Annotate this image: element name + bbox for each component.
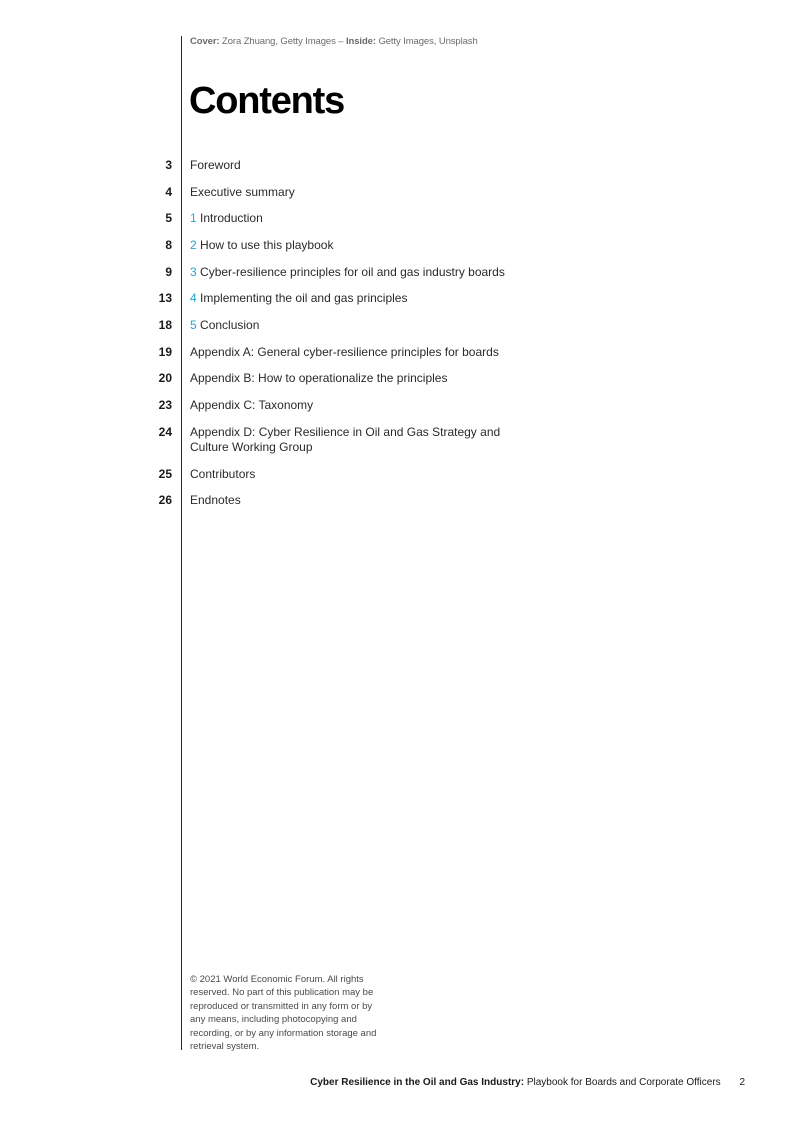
footer-title-rest: Playbook for Boards and Corporate Officers: [526, 1077, 721, 1088]
toc-page-number: 26: [158, 493, 172, 507]
footer-page-number: 2: [739, 1077, 745, 1088]
cover-credit-text: Zora Zhuang, Getty Images –: [222, 36, 344, 47]
toc-page-number: 24: [158, 425, 172, 439]
toc-page-number: 3: [165, 158, 172, 172]
toc-page-number: 5: [165, 211, 172, 225]
toc-entry-text: [190, 493, 520, 508]
toc-entry-text: [190, 467, 520, 482]
toc-entry-label: Endnotes: [190, 493, 241, 507]
toc-entry-label: Appendix B: How to operationalize the principles: [190, 371, 448, 385]
toc-page-number: 8: [165, 238, 172, 252]
page-title: Contents: [189, 80, 345, 122]
toc-entry-label: Implementing the oil and gas principles: [200, 291, 408, 305]
toc-entry-text: [190, 291, 520, 306]
toc-entry-text: [190, 238, 520, 253]
toc-page-number: 13: [158, 291, 172, 305]
toc-page-number: 18: [158, 318, 172, 332]
toc-entry-text: [190, 398, 520, 413]
copyright-notice: © 2021 World Economic Forum. All rights reserved. No part of this publication may be reproduced or transmitted in any form or by any means, including photocopying and recording, or by any information storage and retrieval system.: [190, 974, 377, 1053]
toc-entry-text: [190, 425, 520, 455]
toc-section-number: 1: [190, 211, 197, 225]
page-footer: [310, 1077, 745, 1088]
toc-page-number: 25: [158, 467, 172, 481]
footer-title-bold: Cyber Resilience in the Oil and Gas Industry:: [310, 1077, 525, 1088]
toc-entry-label: Introduction: [200, 211, 263, 225]
toc-entry-text: [190, 211, 520, 226]
toc-page-number: 23: [158, 398, 172, 412]
vertical-rule: [181, 36, 182, 1050]
toc-section-number: 5: [190, 318, 197, 332]
toc-entry-label: Conclusion: [200, 318, 260, 332]
toc-entry-label: Appendix D: Cyber Resilience in Oil and Gas Strategy and Culture Working Group: [190, 425, 501, 454]
toc-section-number: 2: [190, 238, 197, 252]
toc-entry-text: [190, 158, 520, 173]
toc-entry-text: [190, 185, 520, 200]
toc-entry-label: Appendix C: Taxonomy: [190, 398, 314, 412]
toc-page-number: 19: [158, 345, 172, 359]
toc-entry-label: Appendix A: General cyber-resilience principles for boards: [190, 345, 499, 359]
cover-credit-label: Cover:: [190, 36, 220, 47]
toc-entry-label: Contributors: [190, 467, 256, 481]
inside-credit-label: Inside:: [345, 36, 376, 47]
toc-entry-label: Cyber-resilience principles for oil and gas industry boards: [200, 265, 505, 279]
toc-entry-text: [190, 318, 520, 333]
toc-section-number: 4: [190, 291, 197, 305]
toc-entry-text: [190, 345, 520, 360]
toc-page-number: 9: [165, 265, 172, 279]
inside-credit-text: Getty Images, Unsplash: [378, 36, 478, 47]
toc-entry-label: How to use this playbook: [200, 238, 334, 252]
toc-entry-text: [190, 371, 520, 386]
toc-entry-text: [190, 265, 520, 280]
toc-page-number: 20: [158, 371, 172, 385]
toc-section-number: 3: [190, 265, 197, 279]
toc-page-number: 4: [165, 185, 172, 199]
image-credits: [190, 36, 478, 47]
toc-entry-label: Executive summary: [190, 185, 295, 199]
toc-entry-label: Foreword: [190, 158, 241, 172]
